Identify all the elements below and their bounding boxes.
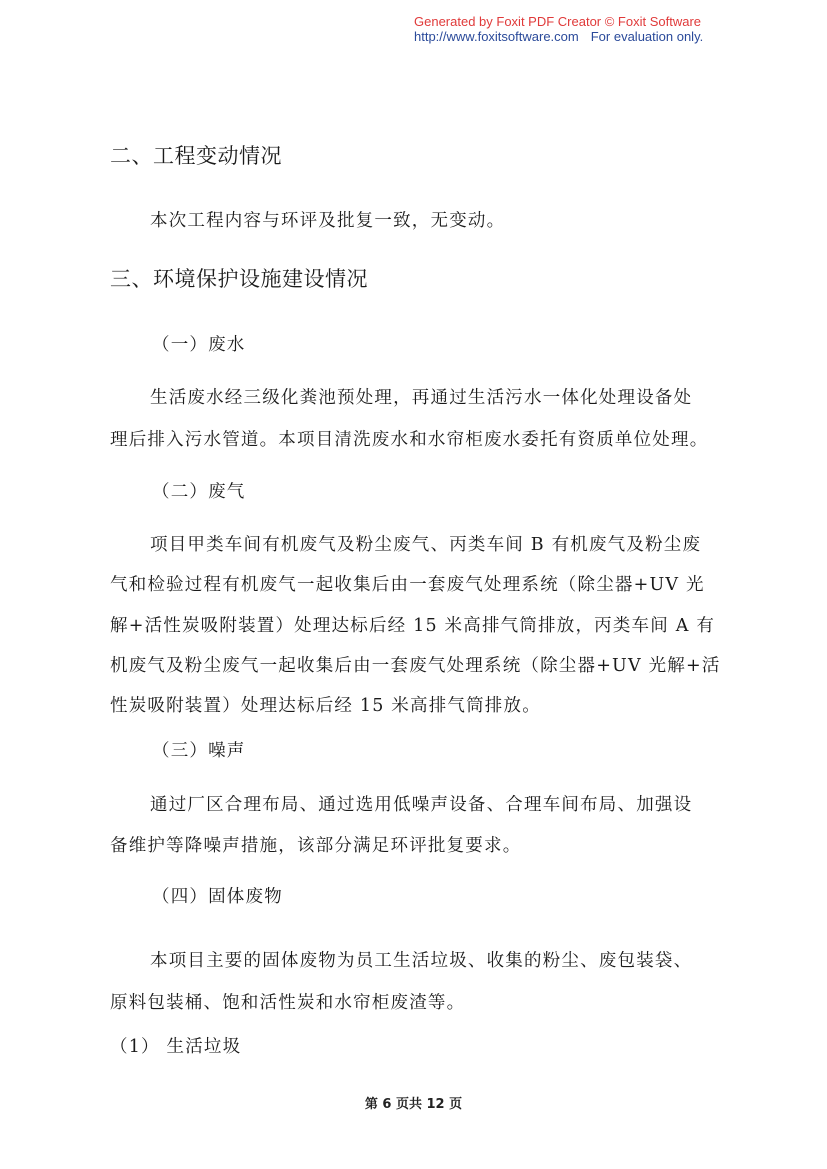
paragraph-line: 机废气及粉尘废气一起收集后由一套废气处理系统（除尘器+UV 光解+活 xyxy=(110,656,721,676)
subheading-waste-gas: （二）废气 xyxy=(152,482,246,502)
watermark-note: For evaluation only. xyxy=(590,29,704,44)
paragraph-line: 通过厂区合理布局、通过选用低噪声设备、合理车间布局、加强设 xyxy=(150,795,693,815)
paragraph-line: 项目甲类车间有机废气及粉尘废气、丙类车间 B 有机废气及粉尘废 xyxy=(150,535,702,555)
subheading-solid-waste: （四）固体废物 xyxy=(152,887,283,907)
paragraph-line: 本项目主要的固体废物为员工生活垃圾、收集的粉尘、废包装袋、 xyxy=(150,951,693,971)
watermark-line2 xyxy=(414,29,703,44)
watermark-line1: Generated by Foxit PDF Creator © Foxit Software xyxy=(414,14,702,29)
paragraph-changes: 本次工程内容与环评及批复一致，无变动。 xyxy=(150,211,506,231)
list-item-domestic-garbage: （1） 生活垃圾 xyxy=(110,1037,242,1057)
paragraph-line: 气和检验过程有机废气一起收集后由一套废气处理系统（除尘器+UV 光 xyxy=(110,575,705,595)
paragraph-line: 备维护等降噪声措施，该部分满足环评批复要求。 xyxy=(110,836,522,856)
subheading-wastewater: （一）废水 xyxy=(152,335,246,355)
paragraph-line: 原料包装桶、饱和活性炭和水帘柜废渣等。 xyxy=(110,993,466,1013)
section-heading-env-facilities: 三、环境保护设施建设情况 xyxy=(110,267,368,291)
paragraph-line: 解+活性炭吸附装置）处理达标后经 15 米高排气筒排放，丙类车间 A 有 xyxy=(110,616,716,636)
section-heading-changes: 二、工程变动情况 xyxy=(110,144,282,168)
subheading-noise: （三）噪声 xyxy=(152,741,246,761)
paragraph-line: 理后排入污水管道。本项目清洗废水和水帘柜废水委托有资质单位处理。 xyxy=(110,430,709,450)
paragraph-line: 性炭吸附装置）处理达标后经 15 米高排气筒排放。 xyxy=(110,696,541,716)
foxit-watermark xyxy=(414,14,703,44)
paragraph-line: 生活废水经三级化粪池预处理，再通过生活污水一体化处理设备处 xyxy=(150,388,693,408)
watermark-url[interactable]: http://www.foxitsoftware.com xyxy=(414,29,579,44)
page-number: 第 6 页共 12 页 xyxy=(364,1097,463,1112)
